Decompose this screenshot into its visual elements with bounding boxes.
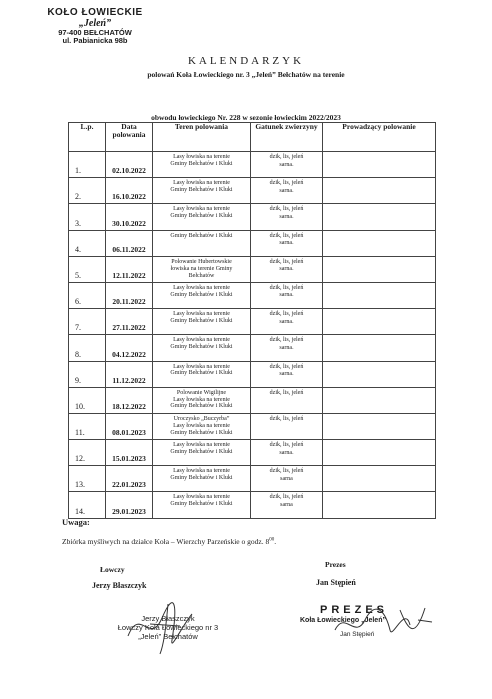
cell-lp: 10.: [69, 387, 106, 413]
right-signer-role: Prezes: [325, 560, 346, 569]
game-line: sarna.: [279, 240, 294, 247]
column-header-game: Gatunek zwierzyny: [251, 123, 323, 152]
terrain-line: Lasy łowiska na terenie: [173, 396, 230, 403]
game-line: sarna: [280, 501, 293, 508]
terrain-line: Lasy łowiska na terenie: [173, 442, 230, 449]
terrain-line: Bełchatów: [188, 272, 215, 279]
terrain-line: Gminy Bełchatów i Kluki: [170, 160, 233, 167]
terrain-line: Gminy Bełchatów i Kluki: [170, 501, 233, 508]
table-row: [69, 282, 436, 308]
game-line: dzik, lis, jeleń: [269, 389, 304, 396]
document-subtitle-1: polowań Koła Łowieckiego nr. 3 „Jeleń” Bełchatów na terenie: [147, 70, 345, 79]
terrain-line: Gminy Bełchatów i Kluki: [170, 213, 233, 220]
cell-terrain: [153, 230, 251, 256]
cell-date: 02.10.2022: [106, 152, 153, 178]
cell-date: 11.12.2022: [106, 361, 153, 387]
cell-leader: [323, 492, 436, 518]
cell-date: 08.01.2023: [106, 413, 153, 439]
game-line: sarna.: [279, 266, 294, 273]
cell-game: [251, 492, 323, 518]
terrain-line: Lasy łowiska na terenie: [173, 180, 230, 187]
cell-date: 06.11.2022: [106, 230, 153, 256]
cell-date: 22.01.2023: [106, 466, 153, 492]
terrain-line: Gminy Bełchatów i Kluki: [170, 370, 233, 377]
right-handwritten-signature: [330, 600, 440, 650]
cell-date: 18.12.2022: [106, 387, 153, 413]
game-line: sarna.: [279, 213, 294, 220]
cell-lp: 13.: [69, 466, 106, 492]
left-handwritten-signature: [120, 596, 210, 656]
cell-lp: 1.: [69, 152, 106, 178]
meeting-note-end: .: [274, 537, 277, 546]
game-line: dzik, lis, jeleń: [269, 154, 304, 160]
terrain-line: Lasy łowiska na terenie: [173, 468, 230, 475]
table-row: [69, 256, 436, 282]
cell-terrain: [153, 387, 251, 413]
column-header-terrain: Teren polowania: [153, 123, 251, 152]
terrain-line: Gminy Bełchatów i Kluki: [170, 232, 233, 239]
cell-lp: 2.: [69, 178, 106, 204]
document-subtitle-2: obwodu łowieckiego Nr. 228 w sezonie łowieckim 2022/2023: [151, 113, 341, 122]
cell-lp: 6.: [69, 282, 106, 308]
cell-game: [251, 178, 323, 204]
game-line: dzik, lis, jeleń: [269, 363, 304, 370]
cell-leader: [323, 309, 436, 335]
table-row: [69, 309, 436, 335]
game-line: dzik, lis, jeleń: [269, 337, 304, 344]
meeting-note-minutes: 00: [269, 537, 275, 543]
terrain-line: Lasy łowiska na terenie: [173, 284, 230, 291]
club-stamp: [30, 8, 160, 45]
table-row: [69, 335, 436, 361]
left-stamp-line-3: „Jeleń” Bełchatów: [138, 632, 198, 641]
terrain-line: Lasy łowiska na terenie: [173, 494, 230, 501]
left-signer-role: Łowczy: [100, 565, 125, 574]
cell-date: 29.01.2023: [106, 492, 153, 518]
cell-lp: 14.: [69, 492, 106, 518]
cell-terrain: [153, 492, 251, 518]
cell-lp: 11.: [69, 413, 106, 439]
cell-game: [251, 466, 323, 492]
game-line: dzik, lis, jeleń: [269, 494, 304, 501]
cell-leader: [323, 230, 436, 256]
terrain-line: Gminy Bełchatów i Kluki: [170, 429, 233, 436]
cell-game: [251, 256, 323, 282]
table-header-row: [69, 123, 436, 152]
cell-date: 30.10.2022: [106, 204, 153, 230]
cell-terrain: [153, 413, 251, 439]
cell-date: 16.10.2022: [106, 178, 153, 204]
game-line: sarna.: [279, 449, 294, 456]
game-line: dzik, lis, jeleń: [269, 258, 304, 265]
stamp-line-1: KOŁO ŁOWIECKIE: [47, 7, 143, 18]
column-header-date: Data polowania: [106, 123, 153, 152]
terrain-line: Lasy łowiska na terenie: [173, 363, 230, 370]
game-line: dzik, lis, jeleń: [269, 311, 304, 318]
game-line: dzik, lis, jeleń: [269, 468, 304, 475]
terrain-line: Lasy łowiska na terenie: [173, 206, 230, 213]
document-title: KALENDARZYK: [187, 55, 305, 67]
cell-leader: [323, 204, 436, 230]
stamp-line-2: „Jeleń”: [78, 17, 112, 29]
cell-terrain: [153, 309, 251, 335]
terrain-line: Lasy łowiska na terenie: [173, 422, 230, 429]
cell-terrain: [153, 204, 251, 230]
cell-terrain: [153, 466, 251, 492]
game-line: sarna.: [279, 371, 294, 377]
left-stamp-line-1: Jerzy Błaszczyk: [141, 614, 195, 623]
terrain-line: Gminy Bełchatów i Kluki: [170, 344, 233, 351]
table-row: [69, 466, 436, 492]
cell-terrain: [153, 282, 251, 308]
notes-heading: Uwaga:: [62, 517, 90, 527]
game-line: sarna.: [279, 344, 294, 351]
table-row: [69, 230, 436, 256]
game-line: dzik, lis, jeleń: [269, 442, 304, 449]
cell-leader: [323, 466, 436, 492]
table-row: [69, 361, 436, 387]
game-line: dzik, lis, jeleń: [269, 284, 304, 291]
meeting-note: [62, 537, 276, 546]
game-line: sarna.: [279, 187, 294, 194]
cell-date: 27.11.2022: [106, 309, 153, 335]
cell-leader: [323, 256, 436, 282]
table-row: [69, 440, 436, 466]
terrain-line: Lasy łowiska na terenie: [173, 337, 230, 344]
table-row: [69, 178, 436, 204]
cell-lp: 8.: [69, 335, 106, 361]
terrain-line: Gminy Bełchatów i Kluki: [170, 448, 233, 455]
column-header-lp: L.p.: [69, 123, 106, 152]
right-stamp-title: PREZES: [320, 604, 389, 616]
meeting-note-text: Zbiórka myśliwych na działce Koła – Wierzchy Parzeńskie o godz. 8: [62, 537, 270, 546]
terrain-line: Lasy łowiska na terenie: [173, 154, 230, 160]
terrain-line: łowiska na terenie Gminy: [170, 265, 233, 272]
cell-terrain: [153, 256, 251, 282]
cell-game: [251, 413, 323, 439]
table-row: [69, 492, 436, 518]
cell-terrain: [153, 335, 251, 361]
cell-date: 20.11.2022: [106, 282, 153, 308]
terrain-line: Polowanie Hubertowskie: [171, 258, 232, 265]
cell-lp: 5.: [69, 256, 106, 282]
cell-leader: [323, 440, 436, 466]
cell-leader: [323, 361, 436, 387]
cell-lp: 7.: [69, 309, 106, 335]
cell-date: 15.01.2023: [106, 440, 153, 466]
stamp-line-4: ul. Pabianicka 98b: [62, 35, 128, 45]
cell-game: [251, 309, 323, 335]
cell-game: [251, 230, 323, 256]
cell-game: [251, 335, 323, 361]
terrain-line: Polowanie Wigilijne: [176, 389, 227, 396]
terrain-line: Gminy Bełchatów i Kluki: [170, 291, 233, 298]
hunt-calendar-table: [68, 122, 436, 519]
cell-game: [251, 387, 323, 413]
cell-lp: 3.: [69, 204, 106, 230]
right-stamp-name: Jan Stępień: [340, 630, 375, 638]
cell-game: [251, 361, 323, 387]
cell-date: 12.11.2022: [106, 256, 153, 282]
cell-terrain: [153, 152, 251, 178]
cell-leader: [323, 413, 436, 439]
cell-leader: [323, 178, 436, 204]
terrain-line: Gminy Bełchatów i Kluki: [170, 475, 233, 482]
stamp-line-3: 97-400 BEŁCHATÓW: [58, 28, 132, 37]
cell-lp: 12.: [69, 440, 106, 466]
game-line: sarna.: [279, 292, 294, 299]
terrain-line: Gminy Bełchatów i Kluki: [170, 318, 233, 325]
cell-terrain: [153, 440, 251, 466]
cell-game: [251, 152, 323, 178]
terrain-line: Lasy łowiska na terenie: [173, 311, 230, 318]
terrain-line: Uroczysko „Buczyrba”: [173, 415, 230, 422]
game-line: dzik, lis, jeleń: [269, 180, 304, 187]
game-line: sarna.: [279, 161, 294, 168]
cell-leader: [323, 282, 436, 308]
game-line: dzik, lis, jeleń: [269, 206, 304, 213]
cell-terrain: [153, 178, 251, 204]
table-row: [69, 387, 436, 413]
cell-lp: 9.: [69, 361, 106, 387]
cell-terrain: [153, 361, 251, 387]
right-signer-name: Jan Stępień: [316, 578, 356, 587]
cell-game: [251, 282, 323, 308]
table-row: [69, 152, 436, 178]
cell-game: [251, 204, 323, 230]
game-line: dzik, lis, jeleń: [269, 232, 304, 239]
cell-game: [251, 440, 323, 466]
table-row: [69, 413, 436, 439]
left-stamp-line-2: Łowczy Koła Łowieckiego nr 3: [117, 623, 219, 632]
cell-date: 04.12.2022: [106, 335, 153, 361]
terrain-line: Gminy Bełchatów i Kluki: [170, 403, 233, 410]
column-header-leader: Prowadzący polowanie: [323, 123, 436, 152]
right-stamp-line: Koła Łowieckiego „Jeleń”: [300, 616, 386, 624]
cell-leader: [323, 152, 436, 178]
game-line: sarna.: [279, 318, 294, 325]
cell-leader: [323, 335, 436, 361]
left-signer-name: Jerzy Błaszczyk: [92, 581, 147, 590]
game-line: dzik, lis, jeleń: [269, 415, 304, 422]
cell-leader: [323, 387, 436, 413]
table-row: [69, 204, 436, 230]
game-line: sarna: [280, 475, 293, 482]
terrain-line: Gminy Bełchatów i Kluki: [170, 187, 233, 194]
table-body: [69, 152, 436, 519]
cell-lp: 4.: [69, 230, 106, 256]
